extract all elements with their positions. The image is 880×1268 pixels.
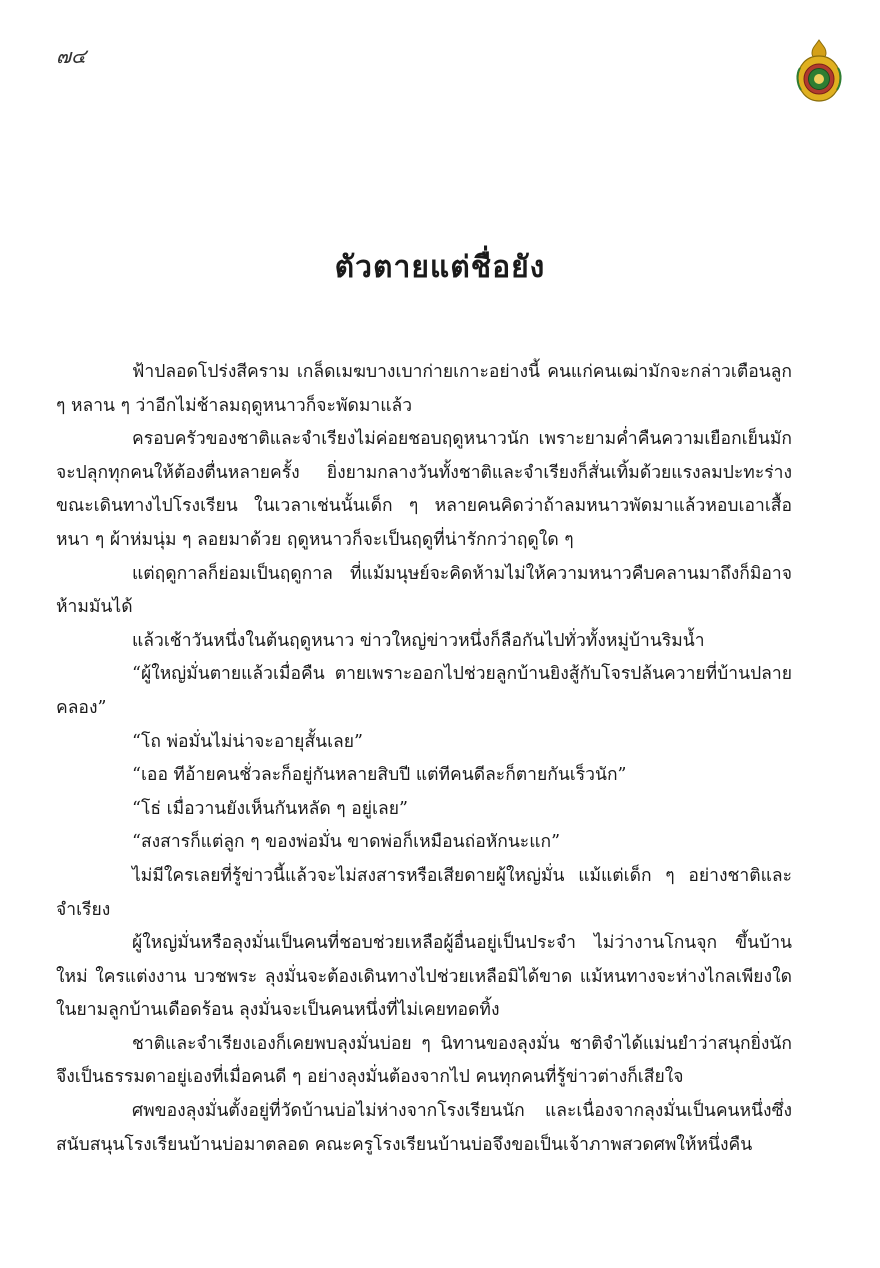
paragraph: “เออ ทีอ้ายคนชั่วละก็อยู่กันหลายสิบปี แต่ทีคนดีละก็ตายกันเร็วนัก”	[132, 765, 627, 786]
paragraph: ศพของลุงมั่นตั้งอยู่ที่วัดบ้านบ่อไม่ห่างจากโรงเรียนนัก และเนื่องจากลุงมั่นเป็นคนหนึ่งซึ่งสนับสนุนโรงเรียนบ้านบ่อมาตลอด คณะครูโรงเรียนบ้านบ่อจึงขอเป็นเจ้าภาพสวดศพให้หนึ่งคืน	[56, 1101, 792, 1155]
paragraph: “สงสารก็แต่ลูก ๆ ของพ่อมั่น ขาดพ่อก็เหมือนถ่อหักนะแก”	[132, 832, 561, 853]
paragraph: แต่ฤดูกาลก็ย่อมเป็นฤดูกาล ที่แม้มนุษย์จะคิดห้ามไม่ให้ความหนาวคืบคลานมาถึงก็มิอาจห้ามมันได้	[56, 563, 792, 618]
paragraph: ไม่มีใครเลยที่รู้ข่าวนี้แล้วจะไม่สงสารหรือเสียดายผู้ใหญ่มั่น แม้แต่เด็ก ๆ อย่างชาติและจำเรียง	[56, 865, 792, 920]
paragraph: ครอบครัวของชาติและจำเรียงไม่ค่อยชอบฤดูหนาวนัก เพราะยามค่ำคืนความเยือกเย็นมักจะปลุกทุกคนให้ต้องตื่นหลายครั้ง ยิ่งยามกลางวันทั้งชาติและจำเรียงก็สั่นเทิ้มด้วยแรงลมปะทะร่างขณะเดินทางไปโรงเรียน ในเวลาเช่นนั้นเด็ก ๆ หลายคนคิดว่าถ้าลมหนาวพัดมาแล้วหอบเอาเสื้อหนา ๆ ผ้าห่มนุ่ม ๆ ลอยมาด้วย ฤดูหนาวก็จะเป็นฤดูที่น่ารักกว่าฤดูใด ๆ	[56, 429, 792, 550]
paragraph: “โธ่ เมื่อวานยังเห็นกันหลัด ๆ อยู่เลย”	[132, 798, 408, 819]
paragraph: ผู้ใหญ่มั่นหรือลุงมั่นเป็นคนที่ชอบช่วยเหลือผู้อื่นอยู่เป็นประจำ ไม่ว่างานโกนจุก ขึ้นบ้านใหม่ ใครแต่งงาน บวชพระ ลุงมั่นจะต้องเดินทางไปช่วยเหลือมิได้ขาด แม้หนทางจะห่างไกลเพียงใด ในยามลูกบ้านเดือดร้อน ลุงมั่นจะเป็นคนหนึ่งที่ไม่เคยทอดทิ้ง	[56, 933, 792, 1021]
page-title: ตัวตายแต่ชื่อยัง	[334, 250, 546, 285]
paragraph: “โถ พ่อมั่นไม่น่าจะอายุสั้นเลย”	[132, 731, 363, 752]
school-emblem-icon	[794, 38, 844, 104]
paragraph: แล้วเช้าวันหนึ่งในต้นฤดูหนาว ข่าวใหญ่ข่าวหนึ่งก็ลือกันไปทั่วทั้งหมู่บ้านริมน้ำ	[132, 630, 705, 651]
body-text	[56, 356, 792, 1162]
paragraph: ชาติและจำเรียงเองก็เคยพบลุงมั่นบ่อย ๆ นิทานของลุงมั่น ชาติจำได้แม่นยำว่าสนุกยิ่งนัก จึงเป็นธรรมดาอยู่เองที่เมื่อคนดี ๆ อย่างลุงมั่นต้องจากไป คนทุกคนที่รู้ข่าวต่างก็เสียใจ	[56, 1033, 792, 1088]
page-number: ๗๔	[56, 44, 87, 68]
paragraph: ฟ้าปลอดโปร่งสีคราม เกล็ดเมฆบางเบาก่ายเกาะอย่างนี้ คนแก่คนเฒ่ามักจะกล่าวเตือนลูก ๆ หลาน ๆ ว่าอีกไม่ช้าลมฤดูหนาวก็จะพัดมาแล้ว	[56, 362, 792, 416]
paragraph: “ผู้ใหญ่มั่นตายแล้วเมื่อคืน ตายเพราะออกไปช่วยลูกบ้านยิงสู้กับโจรปล้นควายที่บ้านปลายคลอง”	[56, 664, 792, 718]
